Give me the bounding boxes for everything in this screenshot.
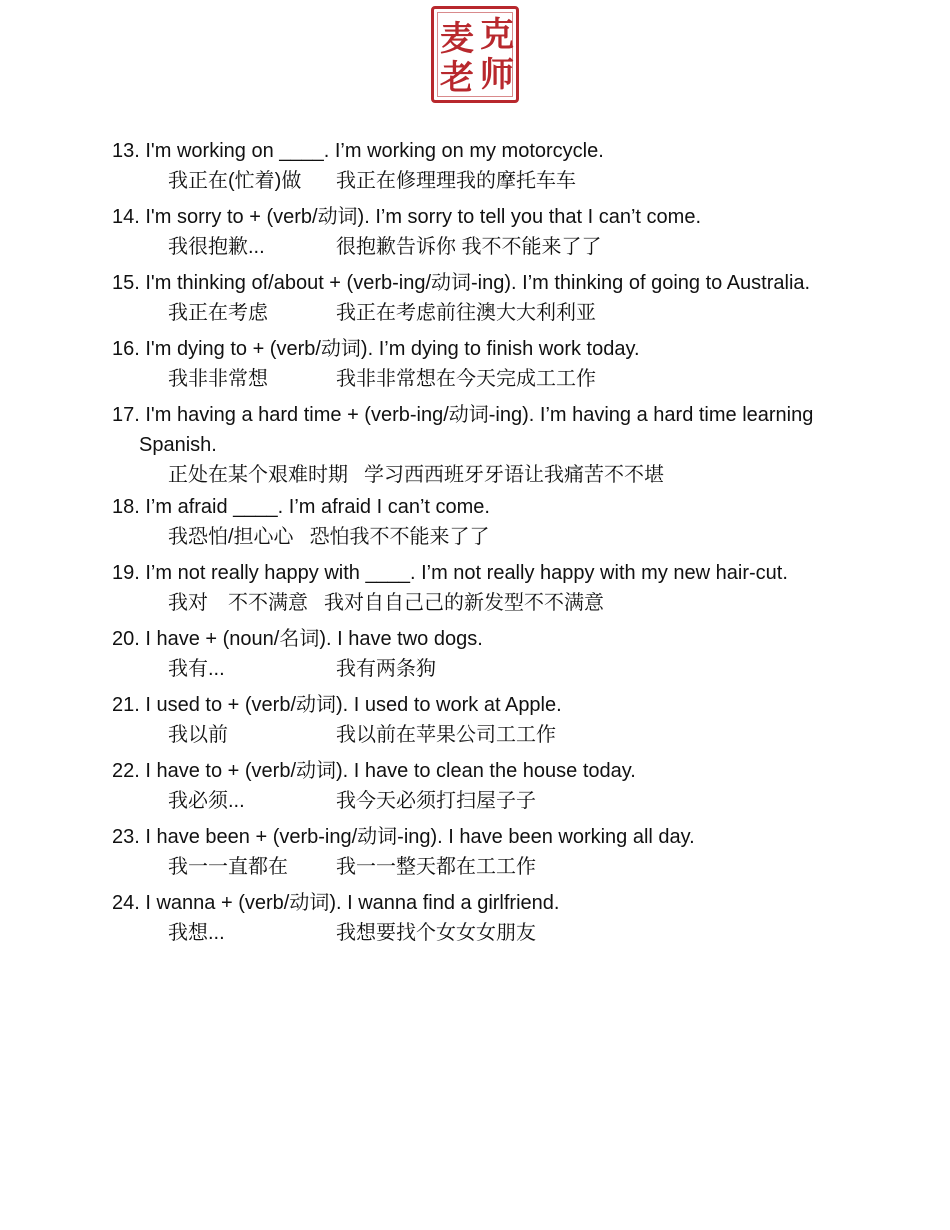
chinese-translation (112, 522, 822, 552)
chinese-example: 我有两条狗 (336, 658, 436, 680)
list-item (112, 334, 822, 394)
stamp-logo (431, 6, 519, 103)
english-sentence (112, 202, 822, 232)
item-number: 22. (112, 760, 140, 782)
stamp-char: 师 (480, 55, 514, 95)
chinese-phrase: 我想... (168, 922, 225, 944)
chinese-phrase: 我正在考虑 (168, 302, 268, 324)
list-item (112, 822, 822, 882)
english-text: I'm working on ____. I’m working on my motorcycle. (145, 140, 604, 162)
chinese-example: 我正在考虑前往澳大大利利亚 (336, 302, 596, 324)
list-item (112, 202, 822, 262)
list-item (112, 268, 822, 328)
chinese-phrase: 我有... (168, 658, 225, 680)
item-number: 15. (112, 272, 140, 294)
phrase-list (112, 136, 822, 954)
list-item (112, 136, 822, 196)
chinese-example: 我以前在苹果公司工工作 (336, 724, 556, 746)
english-text: I’m afraid ____. I’m afraid I can’t come. (145, 496, 490, 518)
english-sentence (112, 136, 822, 166)
english-text: I used to + (verb/动词). I used to work at Apple. (145, 694, 562, 716)
chinese-phrase: 我必须... (168, 790, 245, 812)
chinese-phrase: 我正在(忙着)做 (168, 170, 302, 192)
stamp-char: 老 (440, 58, 474, 98)
stamp-char: 麦 (440, 19, 474, 59)
chinese-phrase: 我以前 (168, 724, 228, 746)
english-text: I'm dying to + (verb/动词). I’m dying to finish work today. (145, 338, 640, 360)
english-sentence (112, 888, 822, 918)
english-text: I’m not really happy with ____. I’m not really happy with my new hair-cut. (145, 562, 788, 584)
item-number: 21. (112, 694, 140, 716)
item-number: 16. (112, 338, 140, 360)
chinese-example: 我一一整天都在工工作 (336, 856, 536, 878)
english-sentence (112, 400, 822, 460)
english-sentence (112, 492, 822, 522)
item-number: 23. (112, 826, 140, 848)
english-sentence (112, 624, 822, 654)
english-text: I have + (noun/名词). I have two dogs. (145, 628, 483, 650)
english-text: I'm having a hard time + (verb-ing/动词-ing). I’m having a hard time learning Spanish. (139, 404, 814, 456)
chinese-translation (112, 232, 822, 262)
chinese-example: 学习西西班牙牙语让我痛苦不不堪 (364, 464, 664, 486)
chinese-example: 恐怕我不不能来了了 (309, 526, 490, 548)
chinese-translation (112, 720, 822, 750)
item-number: 14. (112, 206, 140, 228)
stamp-char: 克 (480, 15, 514, 55)
chinese-phrase: 正处在某个艰难时期 (168, 464, 348, 486)
item-number: 13. (112, 140, 140, 162)
list-item (112, 888, 822, 948)
chinese-phrase: 我对 不不满意 (168, 592, 308, 614)
chinese-translation (112, 298, 822, 328)
list-item (112, 690, 822, 750)
english-sentence (112, 268, 822, 298)
english-sentence (112, 334, 822, 364)
english-sentence (112, 756, 822, 786)
list-item (112, 400, 822, 490)
chinese-example: 我正在修理理我的摩托车车 (336, 170, 576, 192)
item-number: 18. (112, 496, 140, 518)
item-number: 24. (112, 892, 140, 914)
english-sentence (112, 690, 822, 720)
chinese-phrase: 我一一直都在 (168, 856, 288, 878)
english-text: I wanna + (verb/动词). I wanna find a girlfriend. (145, 892, 560, 914)
chinese-translation (112, 918, 822, 948)
english-text: I have to + (verb/动词). I have to clean the house today. (145, 760, 636, 782)
chinese-example: 很抱歉告诉你 我不不能来了了 (336, 236, 602, 258)
chinese-translation (112, 588, 822, 618)
chinese-translation (112, 786, 822, 816)
item-number: 17. (112, 404, 140, 426)
english-text: I have been + (verb-ing/动词-ing). I have been working all day. (145, 826, 695, 848)
list-item (112, 756, 822, 816)
chinese-phrase: 我很抱歉... (168, 236, 265, 258)
english-text: I'm thinking of/about + (verb-ing/动词-ing). I’m thinking of going to Australia. (145, 272, 811, 294)
english-sentence (112, 822, 822, 852)
item-number: 19. (112, 562, 140, 584)
chinese-phrase: 我恐怕/担心心 (168, 526, 294, 548)
chinese-translation (112, 460, 822, 490)
item-number: 20. (112, 628, 140, 650)
chinese-example: 我想要找个女女女朋友 (336, 922, 536, 944)
list-item (112, 558, 822, 618)
chinese-translation (112, 364, 822, 394)
chinese-phrase: 我非非常想 (168, 368, 268, 390)
chinese-example: 我今天必须打扫屋子子 (336, 790, 536, 812)
chinese-example: 我非非常想在今天完成工工作 (336, 368, 596, 390)
english-text: I'm sorry to + (verb/动词). I’m sorry to tell you that I can’t come. (145, 206, 702, 228)
chinese-translation (112, 654, 822, 684)
chinese-example: 我对自自己己的新发型不不满意 (324, 592, 604, 614)
chinese-translation (112, 852, 822, 882)
list-item (112, 492, 822, 552)
english-sentence (112, 558, 822, 588)
chinese-translation (112, 166, 822, 196)
list-item (112, 624, 822, 684)
